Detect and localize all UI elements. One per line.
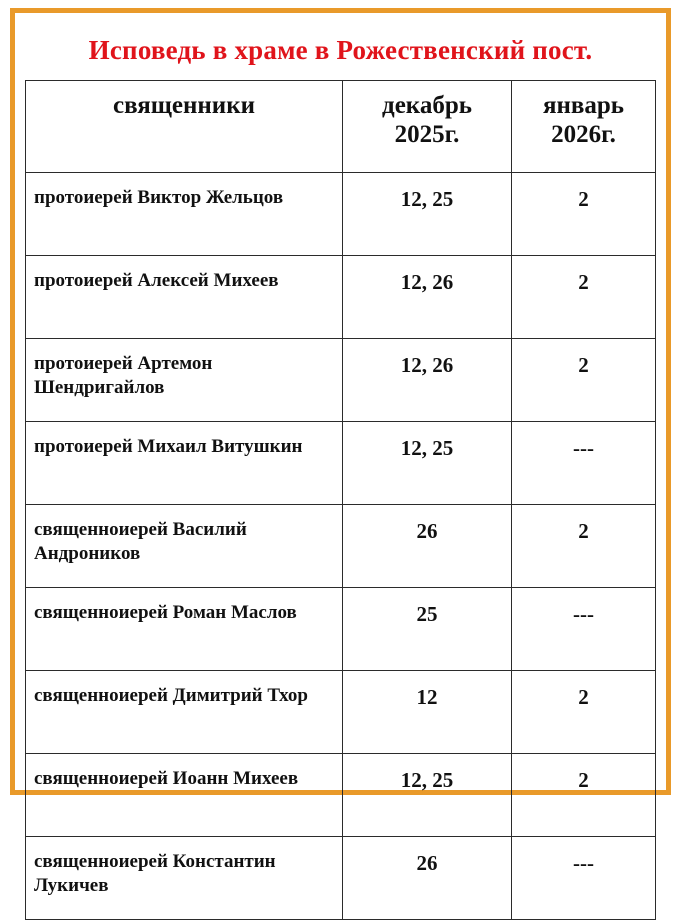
priest-name: священноиерей Роман Маслов xyxy=(26,588,343,671)
january-dates: 2 xyxy=(512,256,656,339)
header-december-month: декабрь xyxy=(382,92,472,119)
header-priests-label: священники xyxy=(112,92,256,119)
header-january-month: январь xyxy=(542,92,625,119)
page-title: Исповедь в храме в Рожественский пост. xyxy=(88,35,593,65)
january-dates: 2 xyxy=(512,339,656,422)
priest-name: священноиерей Иоанн Михеев xyxy=(26,754,343,837)
table-row xyxy=(26,256,656,339)
december-dates: 12, 26 xyxy=(343,256,512,339)
header-january xyxy=(512,81,656,173)
january-dates: --- xyxy=(512,422,656,505)
december-dates: 12, 25 xyxy=(343,173,512,256)
table-row xyxy=(26,588,656,671)
priest-name: протоиерей Артемон Шендригайлов xyxy=(26,339,343,422)
december-dates: 26 xyxy=(343,837,512,920)
header-priests xyxy=(26,81,343,173)
december-dates: 12 xyxy=(343,671,512,754)
header-january-year: 2026г. xyxy=(551,121,616,148)
table-row xyxy=(26,422,656,505)
table-row xyxy=(26,754,656,837)
january-dates: --- xyxy=(512,588,656,671)
december-dates: 12, 26 xyxy=(343,339,512,422)
table-row xyxy=(26,837,656,920)
header-row xyxy=(26,81,656,173)
table-row xyxy=(26,671,656,754)
priest-name: священноиерей Димитрий Тхор xyxy=(26,671,343,754)
january-dates: 2 xyxy=(512,505,656,588)
january-dates: 2 xyxy=(512,671,656,754)
header-december xyxy=(343,81,512,173)
header-december-year: 2025г. xyxy=(394,121,460,148)
december-dates: 26 xyxy=(343,505,512,588)
table-row xyxy=(26,339,656,422)
december-dates: 12, 25 xyxy=(343,754,512,837)
table-row xyxy=(26,173,656,256)
december-dates: 25 xyxy=(343,588,512,671)
priest-name: священноиерей Константин Лукичев xyxy=(26,837,343,920)
page-frame xyxy=(10,8,671,896)
january-dates: 2 xyxy=(512,754,656,837)
priest-name: протоиерей Алексей Михеев xyxy=(26,256,343,339)
december-dates: 12, 25 xyxy=(343,422,512,505)
january-dates: --- xyxy=(512,837,656,920)
priest-name: протоиерей Михаил Витушкин xyxy=(26,422,343,505)
priest-name: священноиерей Василий Андроников xyxy=(26,505,343,588)
table-row xyxy=(26,505,656,588)
priest-name: протоиерей Виктор Жельцов xyxy=(26,173,343,256)
schedule-table xyxy=(25,80,656,920)
january-dates: 2 xyxy=(512,173,656,256)
